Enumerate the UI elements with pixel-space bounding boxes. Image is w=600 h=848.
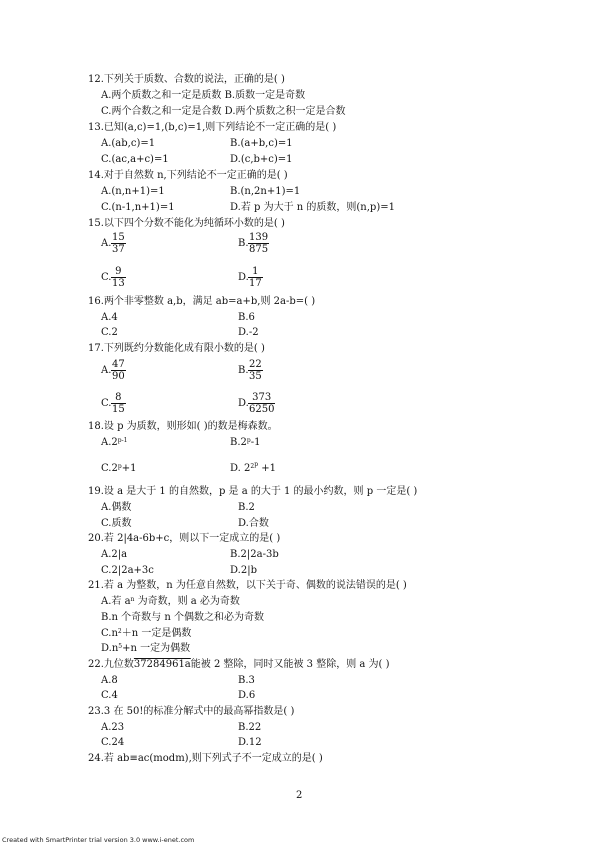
q13-option-a: A.(ab,c)=1 (101, 138, 156, 149)
q19-option-a: A.偶数 (101, 502, 132, 513)
q14-option-d: D.若 p 为大于 n 的质数，则(n,p)=1 (230, 202, 395, 213)
q18-option-b (230, 437, 260, 449)
denominator: 17 (249, 278, 262, 289)
q14-option-c: C.(n-1,n+1)=1 (101, 202, 175, 213)
q15-option-a-label: A. (101, 238, 112, 249)
q21-option-a-prefix: A.若 a (101, 596, 131, 607)
q13-option-d: D.(c,b+c)=1 (230, 154, 293, 165)
q24-stem: 24.若 ab≡ac(modm),则下列式子不一定成立的是( ) (88, 753, 323, 764)
q17-option-d-fraction (248, 392, 275, 415)
q21-option-c-prefix: C.n (101, 628, 118, 639)
denominator: 37 (112, 244, 125, 255)
denominator: 35 (249, 371, 262, 382)
q18-option-a-exponent: p-1 (117, 437, 128, 444)
q14-stem: 14.对于自然数 n,下列结论不一定正确的是( ) (88, 170, 288, 181)
q18-option-d (230, 463, 276, 475)
q17-option-c-fraction (111, 392, 126, 415)
numerator: 9 (111, 266, 126, 278)
q22-option-d: D.6 (238, 690, 256, 701)
q18-option-b-base: B.2 (230, 437, 247, 448)
q17-option-c-label: C. (101, 398, 112, 409)
q21-option-c (101, 628, 191, 640)
q21-option-d-prefix: D.n (101, 643, 119, 654)
q20-option-d: D.2|b (230, 565, 257, 576)
q18-stem: 18.设 p 为质数，则形如( )的数是梅森数。 (88, 421, 278, 432)
q21-option-b: B.n 个奇数与 n 个偶数之和必为奇数 (101, 612, 264, 623)
q21-stem: 21.若 a 为整数，n 为任意自然数，以下关于奇、偶数的说法错误的是( ) (88, 580, 407, 591)
q13-stem: 13.已知(a,c)=1,(b,c)=1,则下列结论不一定正确的是( ) (88, 122, 337, 133)
q20-stem: 20.若 2|4a-6b+c，则以下一定成立的是( ) (88, 533, 281, 544)
q21-option-c-exponent: 2 (117, 628, 122, 635)
q23-stem: 23.3 在 50!的标准分解式中的最高幂指数是( ) (88, 706, 295, 717)
q15-stem: 15.以下四个分数不能化为纯循环小数的是( ) (88, 218, 285, 229)
denominator: 15 (112, 404, 125, 415)
q18-option-b-exponent: p (246, 437, 251, 444)
q18-option-c-exponent: p (117, 463, 122, 470)
watermark-footer: Created with SmartPrinter trial version 3.0 www.i-enet.com (2, 836, 195, 844)
q16-option-c: C.2 (101, 327, 118, 338)
q20-option-c: C.2|2a+3c (101, 565, 154, 576)
q20-option-b: B.2|2a-3b (230, 549, 279, 560)
denominator: 6250 (249, 404, 275, 415)
q21-option-a-suffix: 为奇数，则 a 必为奇数 (134, 596, 240, 607)
q16-option-d: D.-2 (238, 327, 259, 338)
q18-option-b-tail: -1 (250, 437, 261, 448)
page-number: 2 (296, 790, 303, 801)
numerator: 373 (248, 392, 275, 404)
q22-option-c: C.4 (101, 690, 118, 701)
q15-option-a-fraction (111, 232, 126, 255)
q21-option-d (101, 643, 190, 655)
q14-option-b: B.(n,2n+1)=1 (230, 186, 301, 197)
q18-option-d-exponent (250, 463, 258, 470)
q22-option-b: B.3 (238, 675, 255, 686)
numerator: 15 (112, 232, 125, 243)
q16-option-b: B.6 (238, 312, 255, 323)
denominator: 13 (112, 278, 125, 289)
q22-stem-prefix: 22.九位数 (88, 659, 134, 670)
numerator: 47 (112, 359, 125, 370)
q17-stem: 17.下列既约分数能化成有限小数的是( ) (88, 343, 265, 354)
q21-option-a-exponent: n (130, 596, 135, 603)
q16-option-a: A.4 (101, 312, 118, 323)
q18-option-a-base: A.2 (101, 437, 118, 448)
q17-option-a-fraction (111, 359, 126, 382)
numerator: 1 (248, 266, 263, 278)
q21-option-d-exponent: 5 (118, 643, 123, 650)
q13-option-c: C.(ac,a+c)=1 (101, 154, 169, 165)
q18-option-c-base: C.2 (101, 463, 118, 474)
q12-stem: 12.下列关于质数、合数的说法，正确的是( ) (88, 74, 285, 85)
q19-option-c: C.质数 (101, 518, 132, 529)
q22-stem-number: 37284961a (133, 659, 191, 670)
q17-option-d-label: D. (238, 398, 249, 409)
exponent-power: p (254, 461, 259, 468)
q16-stem: 16.两个非零整数 a,b，满足 ab=a+b,则 2a-b=( ) (88, 296, 316, 307)
q22-stem (88, 659, 390, 671)
numerator: 8 (111, 392, 126, 404)
denominator: 875 (249, 244, 269, 255)
numerator: 139 (249, 232, 269, 243)
numerator: 22 (249, 359, 262, 370)
q15-option-b-fraction (248, 232, 269, 255)
q22-stem-suffix: 能被 2 整除，同时又能被 3 整除，则 a 为( ) (190, 659, 390, 670)
q18-option-d-tail: +1 (258, 463, 276, 474)
q15-option-c-label: C. (101, 272, 112, 283)
q21-option-c-suffix: ＋n 一定是偶数 (121, 628, 192, 639)
q17-option-b-fraction (248, 359, 263, 382)
exponent-base: 2 (250, 463, 255, 470)
q12-options-cd: C.两个合数之和一定是合数 D.两个质数之积一定是合数 (101, 106, 346, 117)
q17-option-b-label: B. (238, 365, 249, 376)
q17-option-a-label: A. (101, 365, 112, 376)
q15-option-b-label: B. (238, 238, 249, 249)
q23-option-b: B.22 (238, 722, 262, 733)
q19-option-b: B.2 (238, 502, 255, 513)
q12-options-ab: A.两个质数之和一定是质数 B.质数一定是奇数 (101, 90, 306, 101)
q23-option-a: A.23 (101, 722, 125, 733)
q21-option-d-suffix: +n 一定为偶数 (122, 643, 191, 654)
q18-option-c-tail: +1 (121, 463, 137, 474)
q15-option-d-label: D. (238, 272, 249, 283)
q15-option-d-fraction (248, 266, 263, 289)
q18-option-a (101, 437, 127, 449)
q23-option-d: D.12 (238, 737, 262, 748)
q14-option-a: A.(n,n+1)=1 (101, 186, 165, 197)
q13-option-b: B.(a+b,c)=1 (230, 138, 293, 149)
q19-option-d: D.合数 (238, 518, 269, 529)
q18-option-d-base: D. 2 (230, 463, 251, 474)
denominator: 90 (112, 371, 125, 382)
q19-stem: 19.设 a 是大于 1 的自然数，p 是 a 的大于 1 的最小约数，则 p 一定是( ) (88, 486, 418, 497)
q21-option-a (101, 596, 240, 608)
q20-option-a: A.2|a (101, 549, 128, 560)
q15-option-c-fraction (111, 266, 126, 289)
q23-option-c: C.24 (101, 737, 125, 748)
q22-option-a: A.8 (101, 675, 118, 686)
q18-option-c (101, 463, 136, 475)
